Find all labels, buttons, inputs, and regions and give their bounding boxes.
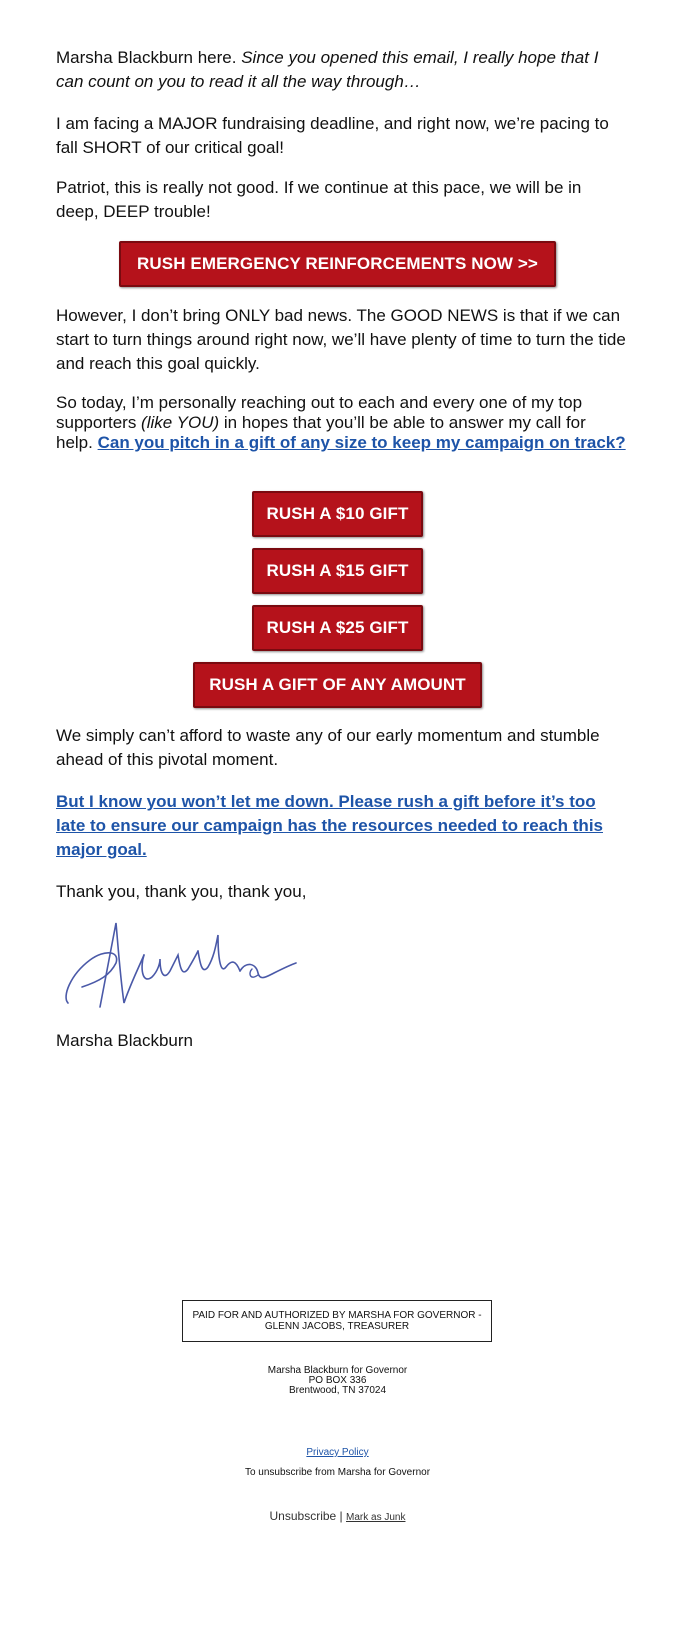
rush-gift-paragraph	[56, 790, 626, 862]
intro-paragraph	[56, 46, 626, 94]
trouble-paragraph: Patriot, this is really not good. If we continue at this pace, we will be in deep, DEEP trouble!	[56, 178, 582, 221]
paid-line-1: PAID FOR AND AUTHORIZED BY MARSHA FOR GOVERNOR -	[192, 1310, 482, 1321]
signer-name: Marsha Blackburn	[56, 1031, 194, 1050]
paid-for-disclaimer	[182, 1300, 492, 1342]
supporters-italic: (like YOU)	[141, 413, 220, 432]
momentum-paragraph: We simply can’t afford to waste any of our early momentum and stumble ahead of this pivotal moment.	[56, 726, 600, 769]
rush-15-gift-button[interactable]: RUSH A $15 GIFT	[252, 548, 423, 594]
privacy-row	[0, 1447, 675, 1458]
pitch-in-link[interactable]: Can you pitch in a gift of any size to keep my campaign on track?	[97, 433, 626, 452]
unsubscribe-link[interactable]: Unsubscribe	[269, 1509, 337, 1523]
rush-any-amount-button[interactable]: RUSH A GIFT OF ANY AMOUNT	[193, 662, 482, 708]
mark-as-junk-link[interactable]: Mark as Junk	[346, 1512, 406, 1523]
unsubscribe-row	[0, 1509, 675, 1523]
supporters-text-a: So today, I’m personally reaching out to each and every one of my top supporters	[56, 393, 583, 432]
address-city: Brentwood, TN 37024	[288, 1385, 387, 1396]
intro-lead: Marsha Blackburn here.	[56, 48, 242, 67]
unsubscribe-separator: |	[336, 1509, 347, 1523]
rush-gift-link[interactable]: But I know you won’t let me down. Please rush a gift before it’s too late to ensure our campaign has the resources needed to reach this major goal.	[56, 792, 603, 859]
supporters-text-b: in hopes that you’ll be able to answer my call for help.	[56, 413, 586, 452]
intro-italic: Since you opened this email, I really hope that I can count on you to read it all the way through…	[56, 48, 599, 91]
rush-25-gift-button[interactable]: RUSH A $25 GIFT	[252, 605, 423, 651]
privacy-policy-link[interactable]: Privacy Policy	[306, 1447, 369, 1458]
mailing-address	[0, 1366, 675, 1396]
address-org: Marsha Blackburn for Governor	[267, 1365, 408, 1376]
signature-image	[60, 915, 300, 1015]
thanks-paragraph: Thank you, thank you, thank you,	[56, 882, 307, 901]
unsubscribe-info: To unsubscribe from Marsha for Governor	[244, 1467, 431, 1478]
rush-10-gift-button[interactable]: RUSH A $10 GIFT	[252, 491, 423, 537]
paid-line-2: GLENN JACOBS, TREASURER	[264, 1321, 410, 1332]
supporters-paragraph	[56, 393, 626, 453]
address-pobox: PO BOX 336	[308, 1375, 367, 1386]
good-news-paragraph: However, I don’t bring ONLY bad news. The GOOD NEWS is that if we can start to turn things around right now, we’ll have plenty of time to turn the tide and reach this goal quickly.	[56, 306, 626, 373]
rush-emergency-reinforcements-button[interactable]: RUSH EMERGENCY REINFORCEMENTS NOW >>	[119, 241, 556, 287]
deadline-paragraph: I am facing a MAJOR fundraising deadline, and right now, we’re pacing to fall SHORT of our critical goal!	[56, 114, 609, 157]
